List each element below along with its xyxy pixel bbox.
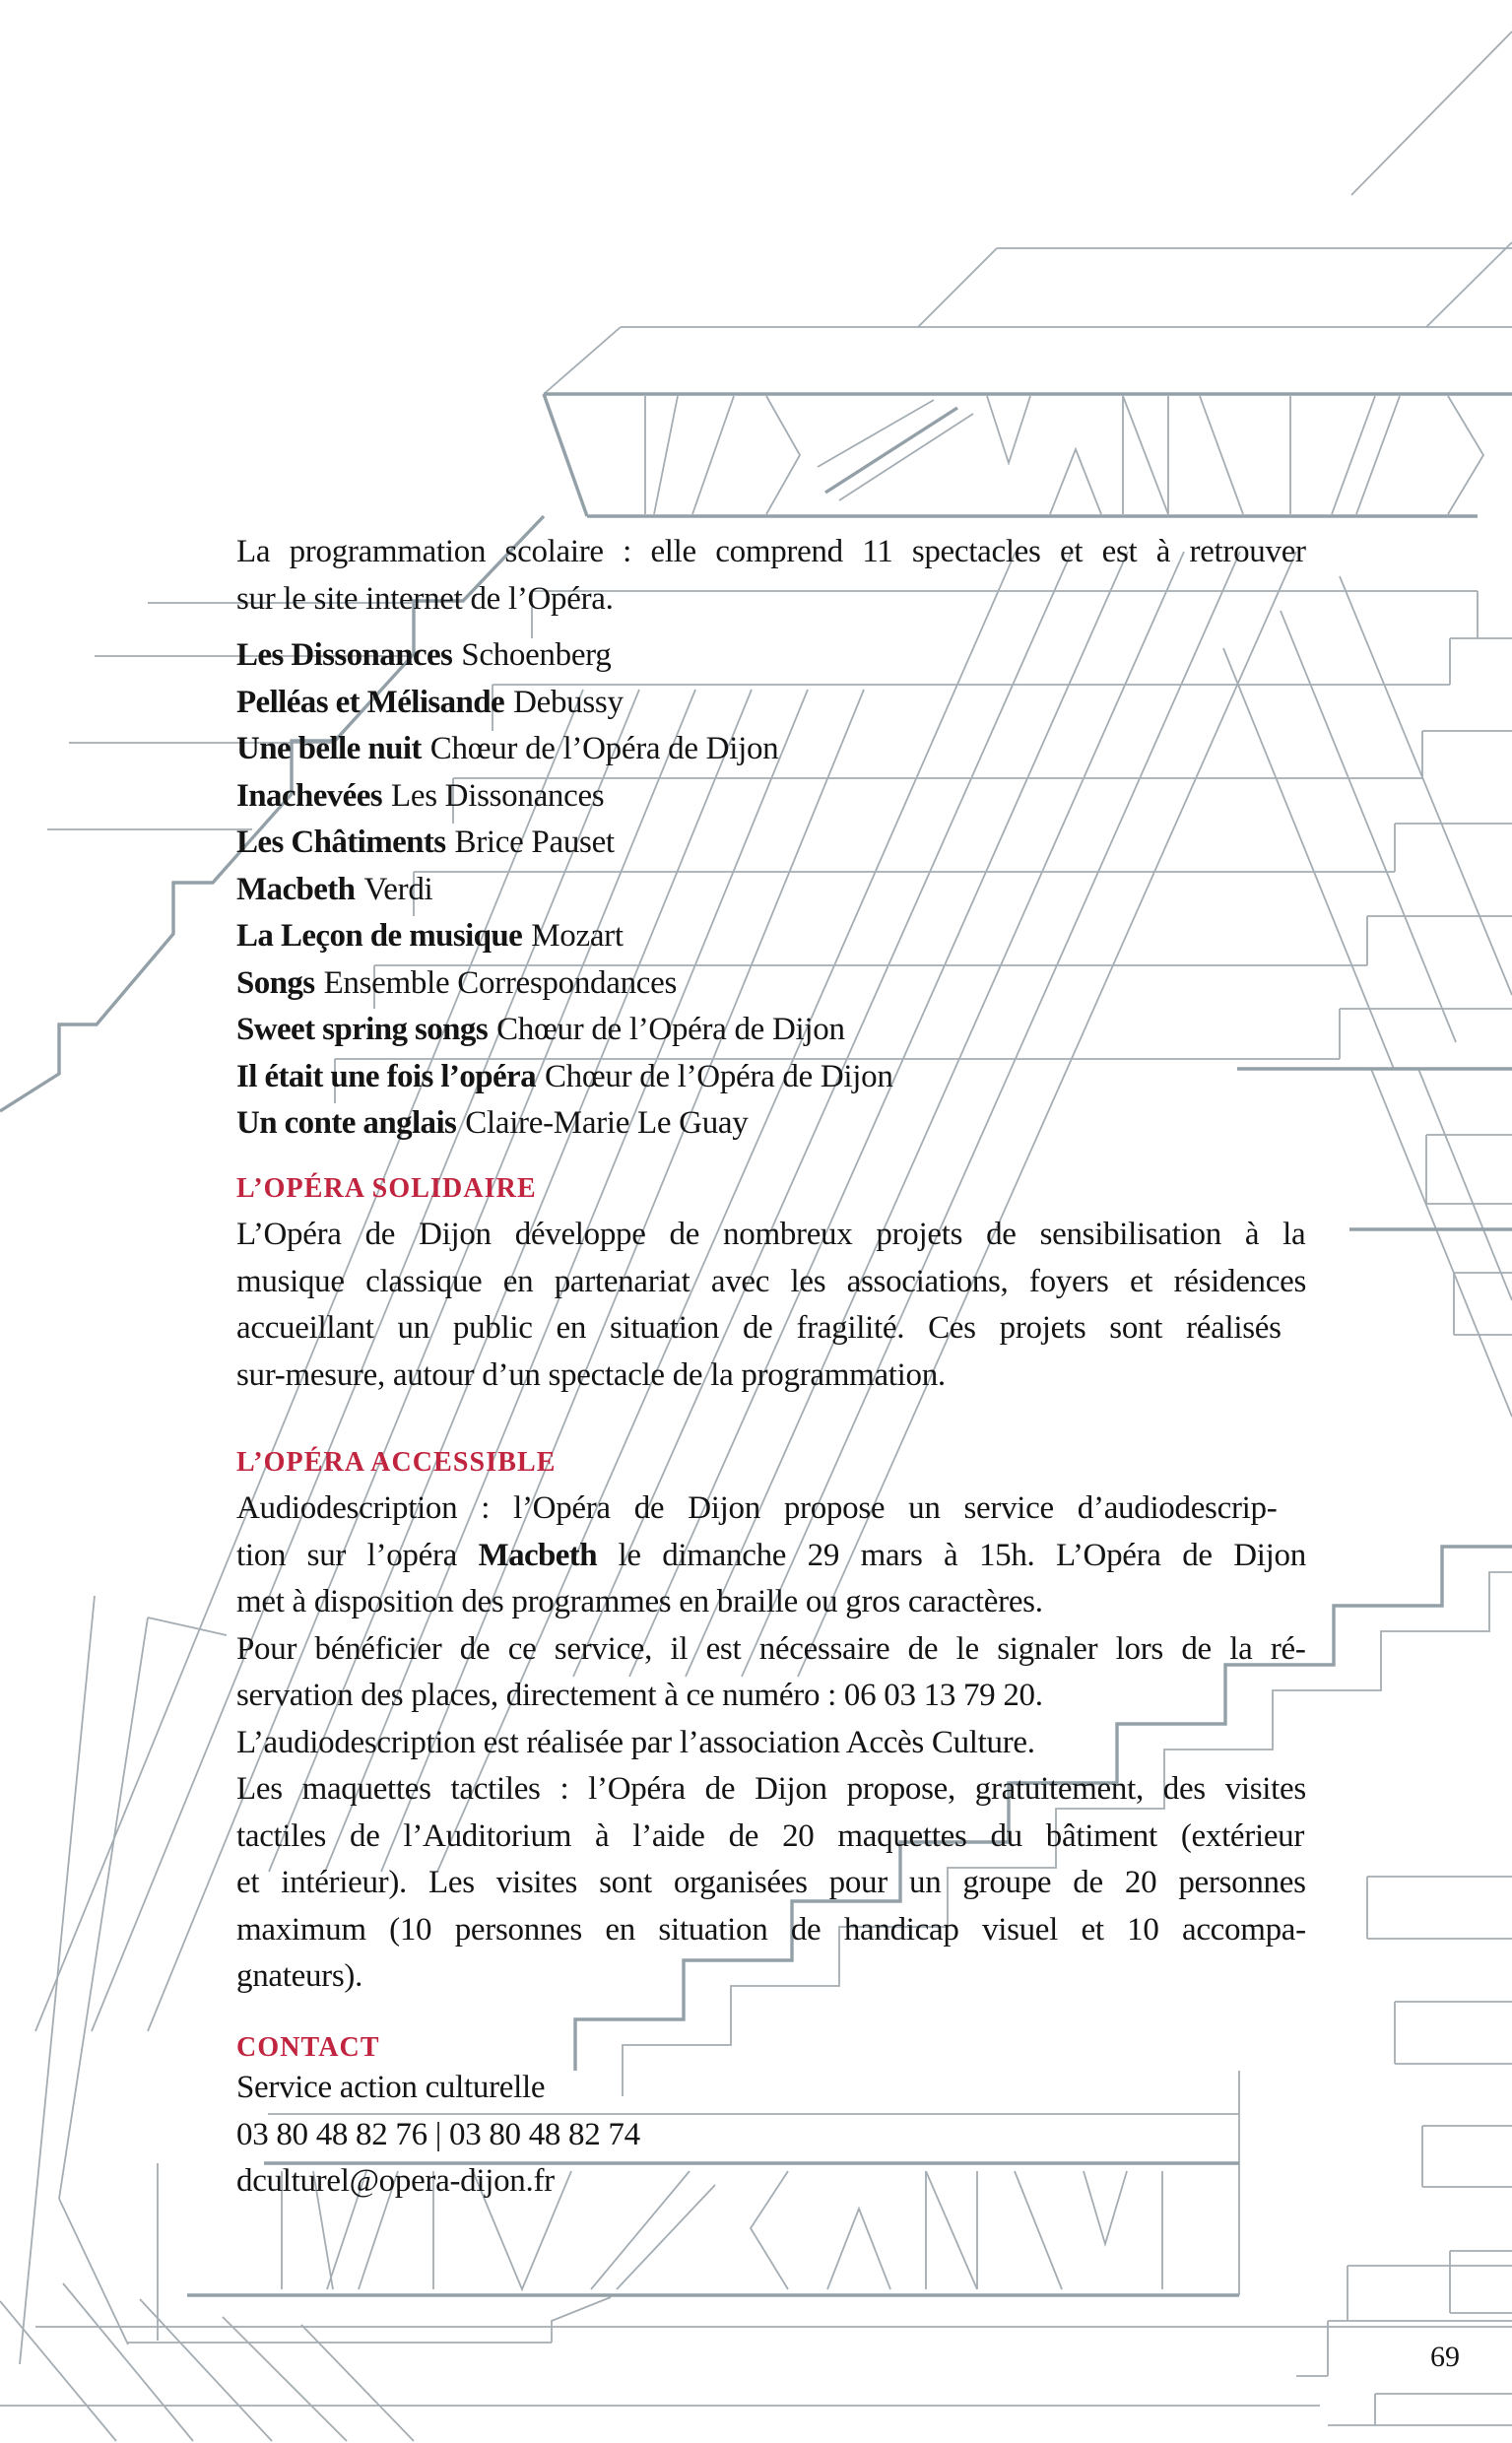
program-item [236, 913, 624, 960]
program-detail: Brice Pauset [454, 825, 615, 860]
paragraph-line: servation des places, directement à ce numéro : 06 03 13 79 20. [236, 1678, 1043, 1713]
paragraph-line: Pour bénéficier de ce service, il est nécessaire de le signaler lors de la ré- [236, 1630, 1306, 1667]
program-item [236, 1007, 845, 1054]
solidaire-paragraph [236, 1212, 1306, 1399]
contact-phones: 03 80 48 82 76 | 03 80 48 82 74 [236, 2116, 640, 2152]
program-detail: Ensemble Correspondances [323, 964, 678, 1001]
program-title: La Leçon de musique [236, 918, 523, 954]
program-detail: Mozart [531, 918, 624, 954]
program-title: Un conte anglais [236, 1105, 457, 1141]
contact-email: dculturel@opera-dijon.fr [236, 2163, 555, 2199]
accessible-paragraph [236, 1486, 1306, 2001]
school-program-list [236, 632, 1306, 1148]
page-number: 69 [1430, 2341, 1460, 2373]
program-title: Pelléas et Mélisande [236, 684, 505, 720]
program-item [236, 867, 432, 914]
paragraph-line: met à disposition des programmes en braille ou gros caractères. [236, 1584, 1043, 1619]
program-title: Les Châtiments [236, 825, 446, 860]
program-detail: Verdi [363, 871, 433, 907]
program-item [236, 1100, 748, 1148]
paragraph-line: L’Opéra de Dijon développe de nombreux projets de sensibilisation à la [236, 1217, 1306, 1252]
program-title: Les Dissonances [236, 637, 453, 673]
paragraph-line: Audiodescription : l’Opéra de Dijon propose un service d’audiodescrip- [236, 1490, 1278, 1526]
paragraph-line: et intérieur). Les visites sont organisées pour un groupe de 20 personnes [236, 1865, 1306, 1900]
macbeth-bold: Macbeth [478, 1537, 597, 1573]
program-detail: Debussy [513, 684, 624, 720]
intro-line: sur le site internet de l’Opéra. [236, 580, 614, 617]
contact-block [236, 2065, 1306, 2206]
program-title: Inachevées [236, 777, 382, 814]
paragraph-line: accueillant un public en situation de fragilité. Ces projets sont réalisés [236, 1310, 1282, 1346]
paragraph-line: maximum (10 personnes en situation de handicap visuel et 10 accompa- [236, 1911, 1306, 1948]
program-detail: Chœur de l’Opéra de Dijon [496, 1012, 845, 1047]
program-detail: Claire-Marie Le Guay [465, 1105, 749, 1141]
contact-service: Service action culturelle [236, 2070, 546, 2105]
paragraph-line: Les maquettes tactiles : l’Opéra de Dijon propose, gratuitement, des visites [236, 1771, 1306, 1807]
program-title: Macbeth [236, 871, 356, 907]
program-detail: Chœur de l’Opéra de Dijon [429, 731, 779, 766]
paragraph-line: tactiles de l’Auditorium à l’aide de 20 maquettes du bâtiment (extérieur [236, 1817, 1305, 1854]
program-title: Songs [236, 964, 315, 1001]
intro-line: La programmation scolaire : elle comprend 11 spectacles et est à retrouver [236, 534, 1306, 569]
section-heading-accessible: L’OPÉRA ACCESSIBLE [236, 1447, 557, 1478]
paragraph-line: L’audiodescription est réalisée par l’association Accès Culture. [236, 1724, 1035, 1760]
paragraph-line: tion sur l’opéra Macbeth le dimanche 29 mars à 15h. L’Opéra de Dijon [236, 1537, 1306, 1573]
program-item [236, 726, 778, 773]
intro-paragraph [236, 529, 1306, 623]
paragraph-line: sur-mesure, autour d’un spectacle de la programmation. [236, 1356, 946, 1393]
program-title: Une belle nuit [236, 731, 422, 766]
program-detail: Les Dissonances [390, 777, 605, 814]
program-title: Sweet spring songs [236, 1012, 489, 1047]
paragraph-line: musique classique en partenariat avec les associations, foyers et résidences [236, 1263, 1306, 1299]
program-detail: Schoenberg [461, 637, 612, 673]
program-item [236, 820, 615, 867]
program-detail: Chœur de l’Opéra de Dijon [544, 1058, 893, 1094]
program-title: Il était une fois l’opéra [236, 1058, 536, 1094]
program-item [236, 680, 624, 727]
section-heading-solidaire: L’OPÉRA SOLIDAIRE [236, 1173, 537, 1204]
paragraph-line: gnateurs). [236, 1958, 363, 1994]
section-heading-contact: CONTACT [236, 2032, 380, 2063]
program-item [236, 1054, 893, 1101]
program-item [236, 632, 611, 680]
program-item [236, 960, 677, 1008]
program-item [236, 773, 604, 821]
